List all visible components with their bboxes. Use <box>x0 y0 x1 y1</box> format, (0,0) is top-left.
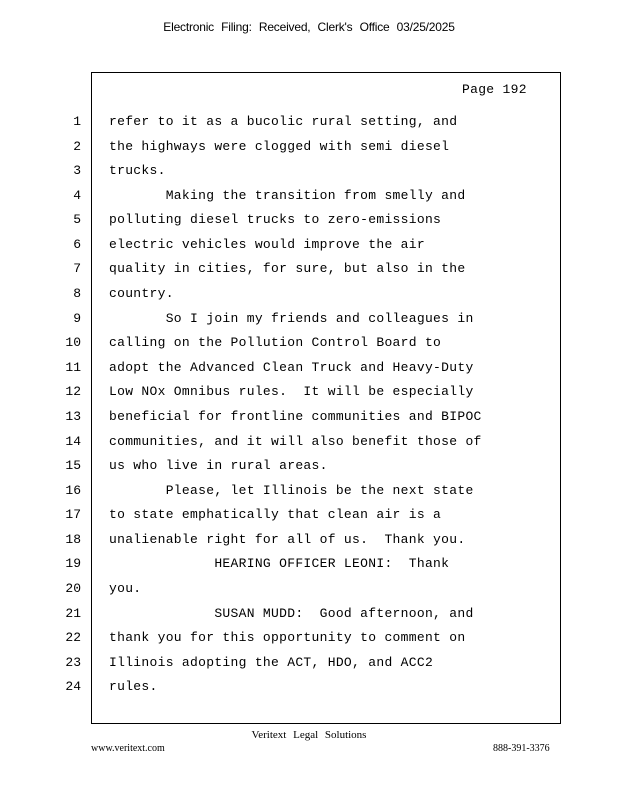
transcript-line: communities, and it will also benefit those of <box>109 434 482 449</box>
transcript-line: thank you for this opportunity to comment on <box>109 630 466 645</box>
line-number: 6 <box>73 237 81 252</box>
line-number: 2 <box>73 139 81 154</box>
transcript-line: country. <box>109 286 174 301</box>
footer-website: www.veritext.com <box>91 743 165 754</box>
line-number: 22 <box>65 630 81 645</box>
transcript-line: the highways were clogged with semi diesel <box>109 139 450 154</box>
line-number: 19 <box>65 556 81 571</box>
footer-company-name: Veritext Legal Solutions <box>251 729 367 741</box>
line-number: 16 <box>65 483 81 498</box>
line-number: 20 <box>65 581 81 596</box>
filing-stamp-header: Electronic Filing: Received, Clerk's Office 03/25/2025 <box>163 20 455 34</box>
transcript-line: unalienable right for all of us. Thank you. <box>109 532 466 547</box>
transcript-line: Illinois adopting the ACT, HDO, and ACC2 <box>109 655 434 670</box>
line-number: 15 <box>65 458 81 473</box>
transcript-line: beneficial for frontline communities and BIPOC <box>109 409 482 424</box>
transcript-line: SUSAN MUDD: Good afternoon, and <box>109 606 474 621</box>
transcript-line: polluting diesel trucks to zero-emissions <box>109 212 442 227</box>
transcript-line: Making the transition from smelly and <box>109 188 466 203</box>
transcript-line: rules. <box>109 679 158 694</box>
line-number: 8 <box>73 286 81 301</box>
line-number: 13 <box>65 409 81 424</box>
transcript-line: electric vehicles would improve the air <box>109 237 425 252</box>
transcript-line: calling on the Pollution Control Board to <box>109 335 442 350</box>
line-number: 9 <box>73 311 81 326</box>
line-number: 21 <box>65 606 81 621</box>
transcript-line: Please, let Illinois be the next state <box>109 483 474 498</box>
transcript-line: trucks. <box>109 163 166 178</box>
line-number: 18 <box>65 532 81 547</box>
line-number: 23 <box>65 655 81 670</box>
line-number: 1 <box>73 114 81 129</box>
transcript-line: to state emphatically that clean air is a <box>109 507 442 522</box>
transcript-line: Low NOx Omnibus rules. It will be especially <box>109 384 474 399</box>
transcript-line: So I join my friends and colleagues in <box>109 311 474 326</box>
line-number: 14 <box>65 434 81 449</box>
line-number: 17 <box>65 507 81 522</box>
transcript-line: us who live in rural areas. <box>109 458 328 473</box>
line-number: 3 <box>73 163 81 178</box>
line-number: 24 <box>65 679 81 694</box>
transcript-line: quality in cities, for sure, but also in the <box>109 261 466 276</box>
line-number: 7 <box>73 261 81 276</box>
line-number: 10 <box>65 335 81 350</box>
page-number: Page 192 <box>462 82 527 97</box>
transcript-line: you. <box>109 581 142 596</box>
line-number: 11 <box>65 360 81 375</box>
transcript-line: HEARING OFFICER LEONI: Thank <box>109 556 450 571</box>
transcript-line: refer to it as a bucolic rural setting, and <box>109 114 458 129</box>
transcript-line: adopt the Advanced Clean Truck and Heavy-Duty <box>109 360 474 375</box>
line-number: 4 <box>73 188 81 203</box>
line-number: 5 <box>73 212 81 227</box>
footer-phone: 888-391-3376 <box>493 743 550 754</box>
line-number: 12 <box>65 384 81 399</box>
